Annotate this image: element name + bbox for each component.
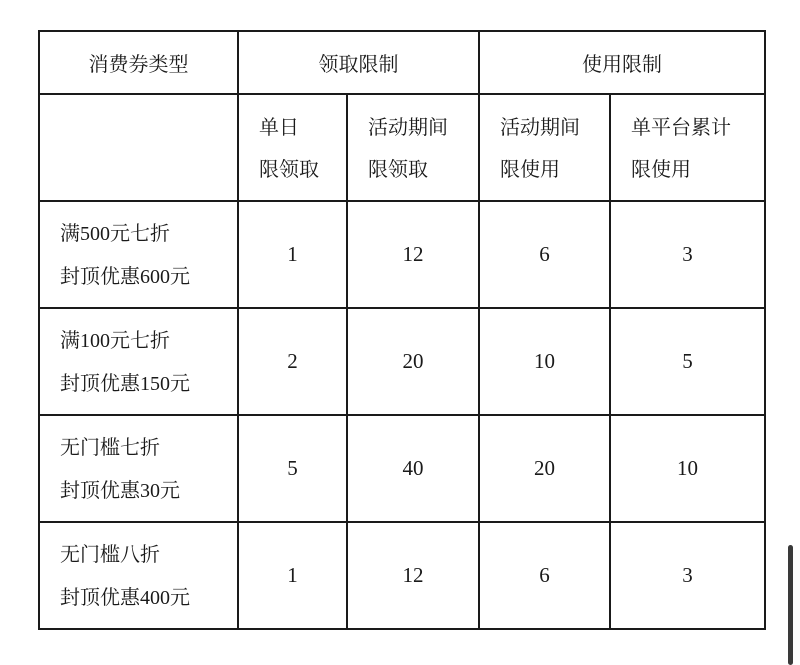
coupon-type-text: 无门槛八折 <box>60 541 160 566</box>
coupon-type-text: 无门槛七折 <box>60 434 160 459</box>
header-platform-use <box>610 94 765 201</box>
coupon-type-text: 元七折 <box>110 327 170 352</box>
coupon-cap-line <box>60 255 237 298</box>
daily-claim-value: 2 <box>238 308 347 415</box>
coupon-cap-text: 封顶优惠 <box>60 477 140 502</box>
scrollbar[interactable] <box>788 545 793 665</box>
coupon-cap-unit: 元 <box>160 477 180 502</box>
period-use-value: 6 <box>479 522 610 629</box>
daily-claim-value: 1 <box>238 201 347 308</box>
coupon-cap-number: 400 <box>140 586 170 609</box>
header-use-limits: 使用限制 <box>479 31 765 94</box>
coupon-type-cell <box>39 201 238 308</box>
coupon-cap-line <box>60 362 237 405</box>
coupon-type-number: 500 <box>80 222 110 245</box>
coupon-type-cell <box>39 415 238 522</box>
coupon-cap-line <box>60 576 237 619</box>
period-use-value: 6 <box>479 201 610 308</box>
header-platform-use-line2: 限使用 <box>631 156 691 181</box>
header-platform-use-line1: 单平台累计 <box>631 114 731 139</box>
table-row <box>39 522 765 629</box>
coupon-type-line1 <box>60 533 237 576</box>
platform-use-value: 3 <box>610 522 765 629</box>
coupon-type-line1 <box>60 212 237 255</box>
period-claim-value: 12 <box>347 201 479 308</box>
coupon-type-text: 元七折 <box>110 220 170 245</box>
header-coupon-type: 消费券类型 <box>39 31 238 94</box>
platform-use-value: 10 <box>610 415 765 522</box>
coupon-type-cell <box>39 308 238 415</box>
coupon-type-text: 满 <box>60 220 80 245</box>
coupon-cap-number: 600 <box>140 265 170 288</box>
header-period-claim <box>347 94 479 201</box>
header-row-groups <box>39 31 765 94</box>
coupon-cap-text: 封顶优惠 <box>60 584 140 609</box>
platform-use-value: 3 <box>610 201 765 308</box>
coupon-type-line1 <box>60 319 237 362</box>
period-claim-value: 12 <box>347 522 479 629</box>
header-row-subcolumns <box>39 94 765 201</box>
coupon-cap-unit: 元 <box>170 370 190 395</box>
period-claim-value: 20 <box>347 308 479 415</box>
header-daily-claim <box>238 94 347 201</box>
coupon-type-number: 100 <box>80 329 110 352</box>
header-period-claim-line2: 限领取 <box>368 156 428 181</box>
header-period-use-line2: 限使用 <box>500 156 560 181</box>
table-row <box>39 415 765 522</box>
header-daily-claim-line1: 单日 <box>259 114 299 139</box>
daily-claim-value: 5 <box>238 415 347 522</box>
coupon-limits-table <box>38 30 766 630</box>
coupon-cap-line <box>60 469 237 512</box>
table-row <box>39 201 765 308</box>
coupon-type-text: 满 <box>60 327 80 352</box>
coupon-cap-text: 封顶优惠 <box>60 263 140 288</box>
period-use-value: 10 <box>479 308 610 415</box>
coupon-type-line1 <box>60 426 237 469</box>
daily-claim-value: 1 <box>238 522 347 629</box>
coupon-cap-text: 封顶优惠 <box>60 370 140 395</box>
period-use-value: 20 <box>479 415 610 522</box>
table-row <box>39 308 765 415</box>
header-period-use <box>479 94 610 201</box>
header-period-claim-line1: 活动期间 <box>368 114 448 139</box>
coupon-cap-number: 30 <box>140 479 160 502</box>
coupon-cap-unit: 元 <box>170 263 190 288</box>
coupon-cap-unit: 元 <box>170 584 190 609</box>
header-daily-claim-line2: 限领取 <box>259 156 319 181</box>
header-empty-cell <box>39 94 238 201</box>
header-period-use-line1: 活动期间 <box>500 114 580 139</box>
header-claim-limits: 领取限制 <box>238 31 479 94</box>
coupon-cap-number: 150 <box>140 372 170 395</box>
platform-use-value: 5 <box>610 308 765 415</box>
period-claim-value: 40 <box>347 415 479 522</box>
coupon-type-cell <box>39 522 238 629</box>
